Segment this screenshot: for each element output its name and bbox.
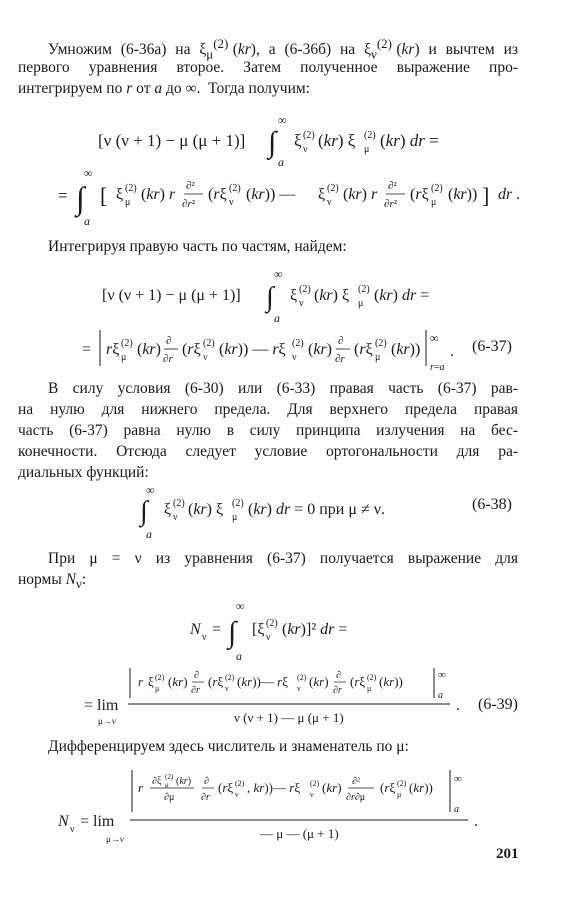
svg-text:(2): (2) bbox=[299, 284, 311, 295]
svg-text:ν: ν bbox=[303, 144, 308, 155]
svg-text:∞: ∞ bbox=[236, 599, 245, 613]
svg-text:∫: ∫ bbox=[228, 616, 237, 649]
svg-text:ν: ν bbox=[225, 684, 229, 693]
svg-text:(kr): (kr) bbox=[137, 341, 161, 358]
svg-text:r: r bbox=[138, 780, 144, 795]
svg-text:(kr)): (kr)) bbox=[379, 674, 403, 689]
svg-text:(2): (2) bbox=[232, 498, 244, 509]
svg-text:(2): (2) bbox=[235, 779, 245, 788]
svg-text:.: . bbox=[474, 813, 478, 830]
para5: Дифференцируем здесь числитель и знаменатель по μ: bbox=[48, 738, 409, 755]
svg-text:(2): (2) bbox=[367, 673, 377, 682]
para1-line3: интегрируем по r от a до ∞. Тогда получим: bbox=[18, 80, 310, 97]
svg-text:dr: dr bbox=[498, 186, 513, 203]
svg-text:, kr))— rξ: , kr))— rξ bbox=[247, 780, 301, 795]
svg-text:ν: ν bbox=[292, 352, 297, 363]
svg-text:N: N bbox=[190, 621, 201, 638]
equation-2-rhs bbox=[82, 326, 462, 381]
para2: Интегрируя правую часть по частям, найдем: bbox=[48, 238, 347, 255]
svg-text:μ: μ bbox=[367, 684, 372, 693]
svg-text:(2): (2) bbox=[431, 183, 443, 194]
svg-text:(2): (2) bbox=[125, 183, 137, 194]
svg-text:=: = bbox=[58, 186, 68, 205]
svg-text:∫: ∫ bbox=[266, 282, 274, 313]
svg-text:(2): (2) bbox=[155, 673, 165, 682]
svg-text:∂²: ∂² bbox=[186, 180, 195, 192]
svg-text:a: a bbox=[454, 804, 459, 815]
svg-text:(2): (2) bbox=[375, 338, 387, 349]
svg-text:μ: μ bbox=[375, 352, 381, 363]
svg-text:a: a bbox=[84, 214, 90, 228]
svg-text:(rξ: (rξ bbox=[208, 186, 227, 203]
para3-line4: конечности. Отсюда следует условие ортогональности для ра- bbox=[18, 443, 518, 460]
para3-line2: на нулю для нижнего предела. Для верхнего предела правая bbox=[18, 401, 518, 418]
svg-text:(kr) dr =: (kr) dr = bbox=[380, 131, 439, 150]
svg-text:(kr) dr =: (kr) dr = bbox=[374, 287, 430, 304]
svg-text:= lim: = lim bbox=[80, 813, 115, 830]
svg-text:(rξ: (rξ bbox=[410, 186, 429, 203]
svg-text:∞: ∞ bbox=[274, 267, 283, 281]
svg-text:∞: ∞ bbox=[438, 669, 446, 681]
svg-text:r: r bbox=[138, 674, 144, 689]
svg-text:ν: ν bbox=[266, 632, 271, 643]
svg-text:∂r: ∂r bbox=[163, 353, 173, 365]
svg-text:ν: ν bbox=[203, 352, 208, 363]
svg-text:(2): (2) bbox=[358, 284, 370, 295]
svg-text:μ: μ bbox=[232, 512, 238, 523]
equation-3 bbox=[140, 484, 420, 549]
svg-text:ν: ν bbox=[297, 684, 301, 693]
svg-text:ν: ν bbox=[299, 298, 304, 309]
svg-text:ξ: ξ bbox=[148, 674, 154, 689]
svg-text:(kr) dr = 0 при μ ≠ ν.: (kr) dr = 0 при μ ≠ ν. bbox=[248, 501, 385, 518]
svg-text:ν: ν bbox=[235, 790, 239, 799]
svg-text:(rξ: (rξ bbox=[182, 341, 201, 358]
svg-text:∂r: ∂r bbox=[191, 685, 200, 696]
svg-text:ξ: ξ bbox=[116, 186, 124, 203]
svg-text:(rξ: (rξ bbox=[208, 674, 224, 689]
para4-line2: нормы $N_\nu$: bbox=[18, 571, 87, 592]
svg-text:(2): (2) bbox=[303, 130, 315, 141]
svg-text:∂r∂μ: ∂r∂μ bbox=[346, 792, 366, 803]
svg-text:∂r: ∂r bbox=[201, 792, 210, 803]
page-number: 201 bbox=[496, 846, 519, 862]
svg-text:∫: ∫ bbox=[76, 180, 85, 216]
svg-text:(2): (2) bbox=[203, 338, 215, 349]
svg-text:(kr)): (kr)) bbox=[391, 341, 421, 358]
svg-text:N: N bbox=[58, 813, 69, 830]
svg-text:μ: μ bbox=[431, 197, 437, 208]
svg-text:∫: ∫ bbox=[140, 496, 148, 527]
svg-text:(kr): (kr) bbox=[168, 674, 188, 689]
para1-line2: первого уравнения второе. Затем полученное выражение про- bbox=[18, 59, 518, 76]
svg-text:(kr) ξ: (kr) ξ bbox=[188, 501, 224, 518]
svg-text:∞: ∞ bbox=[84, 166, 93, 180]
svg-text:(kr): (kr) bbox=[309, 674, 329, 689]
svg-text:a: a bbox=[274, 311, 280, 325]
svg-text:ν (ν + 1) — μ (μ + 1): ν (ν + 1) — μ (μ + 1) bbox=[234, 710, 344, 725]
svg-text:ν: ν bbox=[229, 197, 234, 208]
equation-3-tag: (6-38) bbox=[472, 496, 512, 513]
svg-text:∂r: ∂r bbox=[333, 685, 342, 696]
svg-text:∂μ: ∂μ bbox=[164, 792, 175, 803]
svg-text:(2): (2) bbox=[266, 618, 278, 629]
svg-text:ν: ν bbox=[173, 512, 178, 523]
equation-4-tag: (6-39) bbox=[478, 696, 518, 713]
svg-text:(rξ: (rξ bbox=[354, 341, 373, 358]
svg-text:a: a bbox=[278, 155, 284, 169]
svg-text:ν: ν bbox=[70, 824, 75, 835]
svg-text:∂r²: ∂r² bbox=[384, 198, 398, 210]
svg-text:(rξ: (rξ bbox=[218, 780, 234, 795]
svg-text:μ: μ bbox=[121, 352, 127, 363]
svg-text:∞: ∞ bbox=[430, 331, 439, 345]
svg-text:(2): (2) bbox=[173, 498, 185, 509]
svg-text:μ: μ bbox=[397, 790, 402, 799]
svg-text:(kr)) —: (kr)) — bbox=[246, 186, 296, 203]
svg-text:∂ξ: ∂ξ bbox=[152, 776, 162, 787]
svg-text:(2): (2) bbox=[297, 673, 307, 682]
svg-text:∂: ∂ bbox=[194, 670, 199, 681]
svg-text:(2): (2) bbox=[121, 338, 133, 349]
svg-text:rξ: rξ bbox=[106, 341, 120, 358]
svg-text:(kr)): (kr)) bbox=[409, 780, 433, 795]
svg-text:∂²: ∂² bbox=[352, 776, 360, 787]
svg-text:∂: ∂ bbox=[166, 335, 172, 347]
svg-text:= lim: = lim bbox=[84, 697, 119, 714]
svg-text:ν: ν bbox=[327, 197, 332, 208]
svg-text:— μ — (μ + 1): — μ — (μ + 1) bbox=[260, 826, 339, 841]
equation-4-rhs bbox=[84, 664, 474, 735]
svg-text:[ν (ν + 1) − μ (μ + 1)]: [ν (ν + 1) − μ (μ + 1)] bbox=[102, 287, 241, 304]
svg-text:(kr) ξ: (kr) ξ bbox=[314, 287, 350, 304]
svg-text:.: . bbox=[456, 697, 460, 714]
svg-text:(2): (2) bbox=[165, 773, 174, 781]
svg-text:r=a: r=a bbox=[430, 362, 445, 373]
svg-text:∞: ∞ bbox=[454, 773, 462, 785]
equation-5 bbox=[58, 764, 498, 859]
svg-text:(kr)]² dr =: (kr)]² dr = bbox=[282, 621, 348, 638]
svg-text:(kr) r: (kr) r bbox=[141, 186, 176, 203]
svg-text:a: a bbox=[236, 649, 242, 663]
svg-text:[ξ: [ξ bbox=[252, 621, 265, 638]
equation-2-lhs bbox=[102, 266, 522, 331]
svg-text:∂: ∂ bbox=[204, 776, 209, 787]
svg-text:ν: ν bbox=[202, 632, 207, 643]
svg-text:μ→ν: μ→ν bbox=[98, 716, 116, 726]
svg-text:∂r: ∂r bbox=[335, 353, 345, 365]
svg-text:(2): (2) bbox=[327, 183, 339, 194]
svg-text:(2): (2) bbox=[310, 779, 320, 788]
para1-line1: Умножим (6-36а) на $\xi_\mu^{(2)}$ (kr), а (6-36б) на $\xi_\nu^{(2)}$ (kr) и вычтем из bbox=[48, 36, 518, 62]
svg-text:.: . bbox=[450, 343, 454, 360]
svg-text:(rξ: (rξ bbox=[380, 780, 396, 795]
equation-2-tag: (6-37) bbox=[472, 338, 512, 355]
svg-text:(kr): (kr) bbox=[322, 780, 342, 795]
svg-text:[: [ bbox=[100, 183, 108, 208]
svg-text:∂²: ∂² bbox=[388, 180, 397, 192]
svg-text:.: . bbox=[516, 186, 520, 203]
svg-text:(2): (2) bbox=[292, 338, 304, 349]
equation-1-rhs bbox=[58, 165, 538, 236]
svg-text:(kr): (kr) bbox=[308, 341, 332, 358]
svg-text:[ν (ν + 1) − μ (μ + 1)]: [ν (ν + 1) − μ (μ + 1)] bbox=[98, 131, 246, 150]
svg-text:(kr) ξ: (kr) ξ bbox=[318, 131, 356, 150]
svg-text:μ: μ bbox=[364, 144, 370, 155]
svg-text:(rξ: (rξ bbox=[350, 674, 366, 689]
svg-text:]: ] bbox=[482, 183, 490, 208]
equation-4-lhs bbox=[190, 600, 390, 671]
svg-text:a: a bbox=[146, 527, 152, 541]
svg-text:=: = bbox=[82, 341, 92, 358]
para3-line5: диальных функций: bbox=[18, 464, 149, 481]
svg-text:ξ: ξ bbox=[164, 501, 172, 518]
para3-line1: В силу условия (6-30) или (6-33) правая часть (6-37) рав- bbox=[48, 380, 518, 397]
svg-text:(2): (2) bbox=[229, 183, 241, 194]
svg-text:=: = bbox=[212, 621, 222, 638]
svg-text:μ: μ bbox=[125, 197, 131, 208]
svg-text:μ: μ bbox=[358, 298, 364, 309]
svg-text:μ: μ bbox=[155, 684, 160, 693]
svg-text:∂: ∂ bbox=[336, 670, 341, 681]
para3-line3: часть (6-37) равна нулю в силу принципа излучения на бес- bbox=[18, 422, 518, 439]
svg-text:(kr): (kr) bbox=[176, 776, 192, 787]
svg-text:∫: ∫ bbox=[268, 126, 277, 159]
svg-text:∞: ∞ bbox=[278, 113, 287, 127]
svg-text:(kr)) — rξ: (kr)) — rξ bbox=[219, 341, 286, 358]
para4-line1: При μ = ν из уравнения (6-37) получается выражение для bbox=[48, 550, 518, 567]
svg-text:∞: ∞ bbox=[146, 483, 155, 497]
svg-text:∂: ∂ bbox=[338, 335, 344, 347]
svg-text:a: a bbox=[438, 690, 443, 701]
svg-text:ξ: ξ bbox=[318, 186, 326, 203]
svg-text:(kr))— rξ: (kr))— rξ bbox=[237, 674, 288, 689]
svg-text:(kr)): (kr)) bbox=[448, 186, 478, 203]
svg-text:(2): (2) bbox=[364, 130, 376, 141]
svg-text:μ: μ bbox=[165, 781, 169, 789]
svg-text:ξ: ξ bbox=[294, 131, 302, 150]
svg-text:(2): (2) bbox=[225, 673, 235, 682]
svg-text:μ→ν: μ→ν bbox=[106, 834, 124, 844]
svg-text:ξ: ξ bbox=[290, 287, 298, 304]
svg-text:(kr) r: (kr) r bbox=[343, 186, 378, 203]
svg-text:ν: ν bbox=[310, 790, 314, 799]
svg-text:(2): (2) bbox=[397, 779, 407, 788]
svg-text:∂r²: ∂r² bbox=[182, 198, 196, 210]
